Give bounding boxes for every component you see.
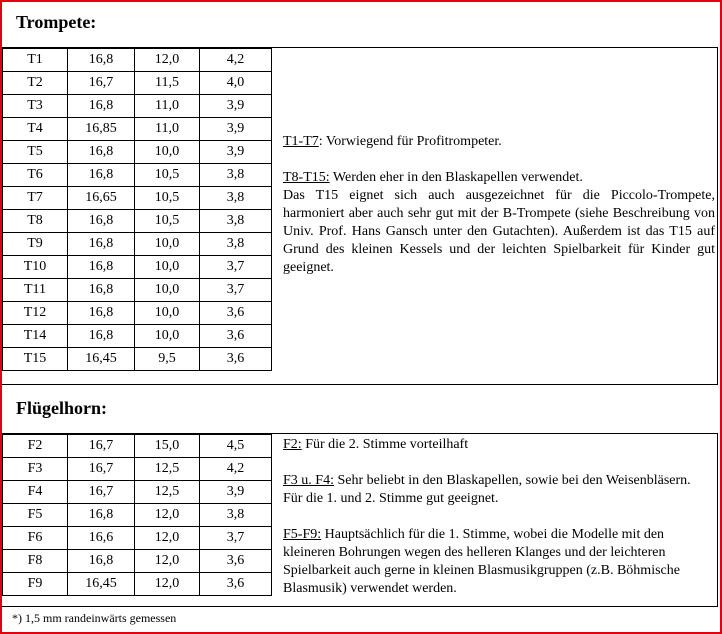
table-cell: 3,8 bbox=[200, 233, 272, 256]
table-cell: 12,0 bbox=[135, 49, 200, 72]
table-cell: F6 bbox=[3, 527, 68, 550]
note-t1-t7 bbox=[283, 133, 715, 151]
note-head: T8-T15: bbox=[283, 170, 330, 185]
table-cell: 10,5 bbox=[135, 164, 200, 187]
table-row bbox=[3, 233, 272, 256]
table-row bbox=[3, 256, 272, 279]
table-cell: T10 bbox=[3, 256, 68, 279]
table-cell: 16,7 bbox=[68, 435, 135, 458]
table-cell: 16,8 bbox=[68, 302, 135, 325]
table-cell: 16,45 bbox=[68, 348, 135, 371]
table-cell: 12,0 bbox=[135, 504, 200, 527]
table-cell: 16,8 bbox=[68, 95, 135, 118]
table-cell: 3,8 bbox=[200, 164, 272, 187]
note-head: F5-F9: bbox=[283, 527, 322, 542]
table-cell: F5 bbox=[3, 504, 68, 527]
table-cell: F8 bbox=[3, 550, 68, 573]
fluegelhorn-heading: Flügelhorn: bbox=[16, 398, 108, 418]
table-cell: 9,5 bbox=[135, 348, 200, 371]
table-cell: 16,6 bbox=[68, 527, 135, 550]
table-cell: 16,8 bbox=[68, 141, 135, 164]
table-cell: 3,6 bbox=[200, 348, 272, 371]
table-cell: 12,0 bbox=[135, 573, 200, 596]
table-cell: T12 bbox=[3, 302, 68, 325]
table-row bbox=[3, 95, 272, 118]
table-cell: 16,7 bbox=[68, 72, 135, 95]
table-cell: 3,9 bbox=[200, 95, 272, 118]
table-cell: 3,8 bbox=[200, 210, 272, 233]
table-cell: 12,0 bbox=[135, 527, 200, 550]
table-cell: F2 bbox=[3, 435, 68, 458]
table-cell: 4,2 bbox=[200, 458, 272, 481]
table-row bbox=[3, 435, 272, 458]
note-text: : Vorwiegend für Profitrompeter. bbox=[318, 134, 502, 149]
table-cell: 3,9 bbox=[200, 141, 272, 164]
table-row bbox=[3, 210, 272, 233]
table-cell: 16,8 bbox=[68, 325, 135, 348]
table-cell: T7 bbox=[3, 187, 68, 210]
table-row bbox=[3, 550, 272, 573]
table-cell: 3,7 bbox=[200, 256, 272, 279]
table-cell: 16,8 bbox=[68, 210, 135, 233]
table-row bbox=[3, 527, 272, 550]
table-row bbox=[3, 164, 272, 187]
table-cell: 3,6 bbox=[200, 550, 272, 573]
table-cell: 11,0 bbox=[135, 95, 200, 118]
table-cell: 11,5 bbox=[135, 72, 200, 95]
table-cell: 16,65 bbox=[68, 187, 135, 210]
table-row bbox=[3, 187, 272, 210]
table-cell: F3 bbox=[3, 458, 68, 481]
table-row bbox=[3, 279, 272, 302]
table-row bbox=[3, 348, 272, 371]
table-cell: 3,9 bbox=[200, 481, 272, 504]
table-cell: 16,7 bbox=[68, 481, 135, 504]
note-f2 bbox=[283, 436, 713, 454]
table-cell: 11,0 bbox=[135, 118, 200, 141]
note-text: Für die 2. Stimme vorteilhaft bbox=[301, 437, 469, 452]
table-cell: 10,0 bbox=[135, 141, 200, 164]
table-cell: 3,8 bbox=[200, 187, 272, 210]
note-head: T1-T7 bbox=[283, 134, 319, 149]
table-cell: 16,8 bbox=[68, 49, 135, 72]
table-cell: T5 bbox=[3, 141, 68, 164]
fluegelhorn-table bbox=[2, 434, 272, 596]
note-text: Hauptsächlich für die 1. Stimme, wobei die Modelle mit den kleineren Bohrungen wegen des helleren Klanges und der leichteren Spielbarkeit auch gerne in kleinen Blasmusikgruppen (z.B. Böhmische Blasmusik) verwendet werden. bbox=[283, 527, 680, 596]
table-cell: 16,45 bbox=[68, 573, 135, 596]
note-f3-f4 bbox=[283, 472, 713, 508]
table-cell: T8 bbox=[3, 210, 68, 233]
footnote: *) 1,5 mm randeinwärts gemessen bbox=[12, 611, 177, 625]
table-cell: T9 bbox=[3, 233, 68, 256]
divider bbox=[2, 606, 718, 607]
note-text: Werden eher in den Blaskapellen verwendet. bbox=[329, 170, 583, 185]
table-cell: 12,5 bbox=[135, 458, 200, 481]
table-cell: 3,7 bbox=[200, 527, 272, 550]
table-cell: 10,0 bbox=[135, 279, 200, 302]
note-text: Sehr beliebt in den Blaskapellen, sowie bei den Weisenbläsern. Für die 1. und 2. Stimme gut geeignet. bbox=[283, 473, 691, 506]
table-cell: 3,8 bbox=[200, 504, 272, 527]
divider bbox=[717, 47, 718, 384]
table-cell: T15 bbox=[3, 348, 68, 371]
table-cell: 16,85 bbox=[68, 118, 135, 141]
divider bbox=[717, 433, 718, 606]
table-row bbox=[3, 141, 272, 164]
table-cell: 4,0 bbox=[200, 72, 272, 95]
table-cell: 16,8 bbox=[68, 504, 135, 527]
table-cell: 16,8 bbox=[68, 233, 135, 256]
table-cell: 3,7 bbox=[200, 279, 272, 302]
divider bbox=[2, 384, 718, 385]
trompete-heading: Trompete: bbox=[16, 12, 97, 32]
table-cell: 10,5 bbox=[135, 210, 200, 233]
table-cell: 10,0 bbox=[135, 302, 200, 325]
table-cell: 3,6 bbox=[200, 325, 272, 348]
table-row bbox=[3, 458, 272, 481]
note-t8-t15 bbox=[283, 169, 715, 187]
table-row bbox=[3, 118, 272, 141]
table-row bbox=[3, 504, 272, 527]
table-row bbox=[3, 302, 272, 325]
table-cell: F9 bbox=[3, 573, 68, 596]
table-cell: 10,0 bbox=[135, 233, 200, 256]
note-f5-f9 bbox=[283, 526, 713, 598]
table-cell: 12,0 bbox=[135, 550, 200, 573]
table-row bbox=[3, 72, 272, 95]
table-cell: T4 bbox=[3, 118, 68, 141]
table-cell: T11 bbox=[3, 279, 68, 302]
fluegelhorn-notes bbox=[283, 436, 713, 598]
table-cell: 10,5 bbox=[135, 187, 200, 210]
table-cell: 12,5 bbox=[135, 481, 200, 504]
table-cell: T2 bbox=[3, 72, 68, 95]
table-cell: 10,0 bbox=[135, 256, 200, 279]
table-cell: 3,9 bbox=[200, 118, 272, 141]
table-row bbox=[3, 573, 272, 596]
note-head: F2: bbox=[283, 437, 302, 452]
table-cell: 16,8 bbox=[68, 256, 135, 279]
table-row bbox=[3, 49, 272, 72]
note-head: F3 u. F4: bbox=[283, 473, 334, 488]
table-cell: 16,8 bbox=[68, 164, 135, 187]
table-cell: T6 bbox=[3, 164, 68, 187]
table-cell: 3,6 bbox=[200, 573, 272, 596]
trompete-table bbox=[2, 48, 272, 371]
table-row bbox=[3, 481, 272, 504]
table-cell: 10,0 bbox=[135, 325, 200, 348]
table-cell: 4,2 bbox=[200, 49, 272, 72]
table-cell: T1 bbox=[3, 49, 68, 72]
table-row bbox=[3, 325, 272, 348]
table-cell: T3 bbox=[3, 95, 68, 118]
table-cell: 16,8 bbox=[68, 279, 135, 302]
table-cell: 15,0 bbox=[135, 435, 200, 458]
table-cell: T14 bbox=[3, 325, 68, 348]
table-cell: F4 bbox=[3, 481, 68, 504]
note-t15: Das T15 eignet sich auch ausgezeichnet für die Piccolo-Trompete, harmoniert aber auch sehr gut mit der B-Trompete (siehe Beschreibung von Univ. Prof. Hans Gansch unter den Gutachten). Außerdem ist das T15 auf Grund des kleinen Kessels und der leichten Spielbarkeit für Kinder gut geeignet. bbox=[283, 188, 715, 275]
trompete-notes bbox=[283, 133, 715, 277]
table-cell: 3,6 bbox=[200, 302, 272, 325]
table-cell: 4,5 bbox=[200, 435, 272, 458]
table-cell: 16,8 bbox=[68, 550, 135, 573]
table-cell: 16,7 bbox=[68, 458, 135, 481]
